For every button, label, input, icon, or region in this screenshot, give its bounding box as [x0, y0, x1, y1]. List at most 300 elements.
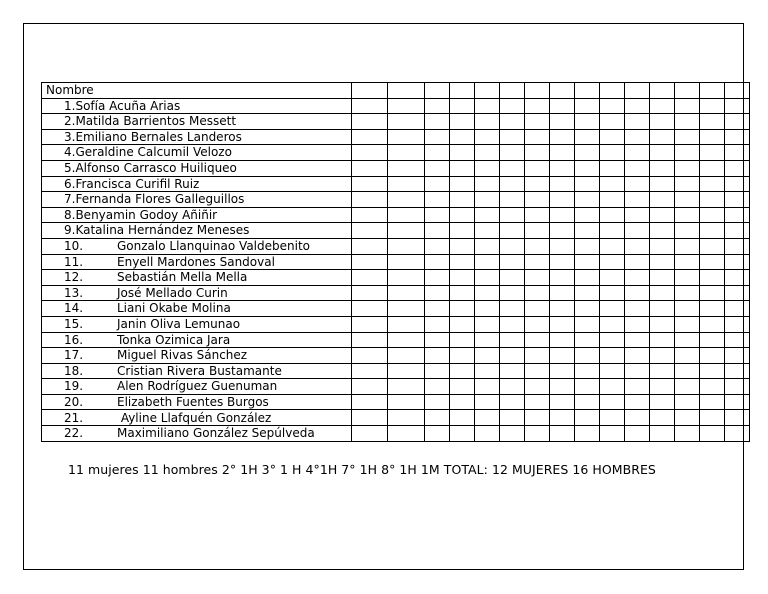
student-number: 5.: [64, 161, 76, 176]
attendance-cell: [450, 192, 475, 208]
attendance-cell: [600, 270, 625, 286]
student-number: 20.: [64, 394, 84, 409]
attendance-cell: [475, 223, 500, 239]
attendance-cell: [675, 238, 700, 254]
attendance-cell: [675, 160, 700, 176]
attendance-cell: [550, 114, 575, 130]
attendance-cell: [625, 254, 650, 270]
student-number: 8.: [64, 207, 76, 222]
attendance-cell: [675, 270, 700, 286]
attendance-cell: [600, 83, 625, 99]
attendance-cell: [650, 316, 675, 332]
attendance-cell: [725, 270, 750, 286]
table-row: [42, 363, 750, 379]
attendance-cell: [425, 254, 450, 270]
attendance-cell: [450, 316, 475, 332]
attendance-cell: [650, 176, 675, 192]
attendance-cell: [600, 129, 625, 145]
name-column-header: Nombre: [42, 83, 352, 99]
student-number: 16.: [64, 332, 84, 347]
attendance-cell: [650, 394, 675, 410]
attendance-cell: [525, 332, 550, 348]
student-number: 11.: [64, 254, 84, 269]
student-number: 9.: [64, 223, 76, 238]
student-name: Alfonso Carrasco Huiliqueo: [75, 161, 237, 176]
attendance-cell: [575, 145, 600, 161]
student-name-cell: [42, 363, 352, 379]
attendance-cell: [675, 316, 700, 332]
attendance-cell: [500, 207, 525, 223]
attendance-cell: [500, 192, 525, 208]
attendance-cell: [600, 98, 625, 114]
student-number: 15.: [64, 316, 84, 331]
attendance-cell: [700, 223, 725, 239]
attendance-cell: [525, 145, 550, 161]
attendance-cell: [625, 301, 650, 317]
student-number: 1.: [64, 98, 76, 113]
student-name-cell: [42, 207, 352, 223]
student-name: Francisca Curifil Ruiz: [75, 176, 200, 191]
student-name-cell: [42, 114, 352, 130]
attendance-cell: [625, 285, 650, 301]
attendance-cell: [388, 238, 425, 254]
attendance-cell: [352, 192, 388, 208]
student-name-cell: [42, 160, 352, 176]
attendance-cell: [625, 83, 650, 99]
attendance-cell: [450, 410, 475, 426]
attendance-cell: [475, 301, 500, 317]
table-row: [42, 114, 750, 130]
attendance-cell: [675, 98, 700, 114]
attendance-cell: [700, 316, 725, 332]
attendance-cell: [425, 114, 450, 130]
attendance-cell: [700, 254, 725, 270]
attendance-cell: [500, 332, 525, 348]
attendance-cell: [475, 129, 500, 145]
attendance-cell: [575, 114, 600, 130]
attendance-cell: [725, 285, 750, 301]
attendance-cell: [625, 192, 650, 208]
student-name: Alen Rodríguez Guenuman: [117, 379, 278, 394]
attendance-cell: [625, 270, 650, 286]
attendance-cell: [575, 316, 600, 332]
table-row: [42, 145, 750, 161]
attendance-cell: [500, 176, 525, 192]
student-name: Miguel Rivas Sánchez: [117, 348, 248, 363]
attendance-cell: [352, 379, 388, 395]
attendance-cell: [388, 285, 425, 301]
attendance-cell: [352, 238, 388, 254]
attendance-cell: [700, 98, 725, 114]
attendance-cell: [575, 176, 600, 192]
attendance-cell: [425, 332, 450, 348]
student-name: Gonzalo Llanquinao Valdebenito: [117, 238, 310, 253]
attendance-cell: [575, 160, 600, 176]
student-name: Elizabeth Fuentes Burgos: [117, 394, 269, 409]
attendance-cell: [525, 114, 550, 130]
attendance-cell: [450, 270, 475, 286]
attendance-cell: [550, 332, 575, 348]
student-number: 3.: [64, 129, 76, 144]
attendance-cell: [725, 145, 750, 161]
attendance-cell: [352, 207, 388, 223]
attendance-cell: [625, 426, 650, 442]
attendance-cell: [725, 410, 750, 426]
attendance-cell: [675, 129, 700, 145]
attendance-cell: [500, 285, 525, 301]
attendance-cell: [500, 83, 525, 99]
attendance-cell: [475, 176, 500, 192]
attendance-cell: [425, 207, 450, 223]
attendance-cell: [650, 270, 675, 286]
student-name: Emiliano Bernales Landeros: [75, 129, 242, 144]
attendance-cell: [700, 83, 725, 99]
attendance-cell: [425, 363, 450, 379]
student-name-cell: [42, 410, 352, 426]
attendance-cell: [600, 348, 625, 364]
attendance-cell: [675, 223, 700, 239]
table-row: [42, 223, 750, 239]
attendance-cell: [675, 207, 700, 223]
attendance-cell: [388, 114, 425, 130]
attendance-cell: [475, 348, 500, 364]
table-header-row: [42, 83, 750, 99]
attendance-cell: [352, 394, 388, 410]
attendance-cell: [700, 301, 725, 317]
table-row: [42, 207, 750, 223]
attendance-cell: [388, 394, 425, 410]
table-row: [42, 394, 750, 410]
table-row: [42, 192, 750, 208]
attendance-cell: [650, 410, 675, 426]
attendance-cell: [500, 254, 525, 270]
attendance-cell: [700, 114, 725, 130]
attendance-cell: [388, 270, 425, 286]
attendance-cell: [352, 301, 388, 317]
table-row: [42, 301, 750, 317]
attendance-cell: [625, 176, 650, 192]
attendance-cell: [525, 394, 550, 410]
attendance-cell: [600, 254, 625, 270]
attendance-cell: [525, 254, 550, 270]
table-row: [42, 238, 750, 254]
student-name-cell: [42, 332, 352, 348]
attendance-cell: [475, 160, 500, 176]
attendance-cell: [700, 270, 725, 286]
attendance-cell: [625, 363, 650, 379]
student-name-cell: [42, 270, 352, 286]
attendance-cell: [550, 426, 575, 442]
attendance-cell: [525, 223, 550, 239]
attendance-cell: [700, 207, 725, 223]
attendance-cell: [525, 238, 550, 254]
attendance-cell: [425, 238, 450, 254]
attendance-cell: [500, 223, 525, 239]
student-name-cell: [42, 254, 352, 270]
attendance-cell: [600, 426, 625, 442]
attendance-cell: [725, 160, 750, 176]
attendance-cell: [475, 410, 500, 426]
attendance-cell: [625, 129, 650, 145]
attendance-cell: [500, 394, 525, 410]
attendance-cell: [675, 348, 700, 364]
attendance-cell: [675, 254, 700, 270]
attendance-cell: [575, 426, 600, 442]
attendance-cell: [500, 316, 525, 332]
attendance-cell: [450, 238, 475, 254]
student-name: Ayline Llafquén González: [117, 410, 272, 425]
student-name: Fernanda Flores Galleguillos: [75, 192, 245, 207]
attendance-cell: [450, 176, 475, 192]
attendance-cell: [450, 332, 475, 348]
attendance-cell: [525, 129, 550, 145]
attendance-cell: [550, 176, 575, 192]
attendance-cell: [500, 301, 525, 317]
attendance-cell: [425, 223, 450, 239]
attendance-cell: [525, 426, 550, 442]
attendance-cell: [388, 301, 425, 317]
student-name-cell: [42, 238, 352, 254]
student-name-cell: [42, 301, 352, 317]
student-number: 22.: [64, 426, 84, 441]
attendance-cell: [725, 394, 750, 410]
attendance-cell: [352, 129, 388, 145]
attendance-cell: [425, 98, 450, 114]
attendance-cell: [525, 316, 550, 332]
attendance-cell: [650, 238, 675, 254]
attendance-cell: [700, 379, 725, 395]
attendance-cell: [725, 176, 750, 192]
attendance-cell: [700, 363, 725, 379]
student-name-cell: [42, 223, 352, 239]
attendance-cell: [352, 270, 388, 286]
attendance-cell: [625, 207, 650, 223]
student-number: 10.: [64, 238, 84, 253]
attendance-cell: [450, 223, 475, 239]
attendance-cell: [450, 348, 475, 364]
attendance-cell: [700, 394, 725, 410]
attendance-cell: [450, 145, 475, 161]
attendance-cell: [425, 410, 450, 426]
table-row: [42, 426, 750, 442]
attendance-cell: [425, 285, 450, 301]
attendance-cell: [600, 145, 625, 161]
attendance-cell: [550, 254, 575, 270]
attendance-cell: [475, 207, 500, 223]
attendance-cell: [550, 316, 575, 332]
attendance-cell: [600, 379, 625, 395]
attendance-cell: [725, 192, 750, 208]
attendance-cell: [425, 83, 450, 99]
attendance-cell: [425, 270, 450, 286]
attendance-cell: [550, 301, 575, 317]
attendance-cell: [650, 379, 675, 395]
attendance-cell: [388, 176, 425, 192]
attendance-cell: [425, 379, 450, 395]
attendance-cell: [625, 114, 650, 130]
attendance-cell: [388, 348, 425, 364]
attendance-cell: [425, 192, 450, 208]
table-row: [42, 410, 750, 426]
attendance-cell: [675, 192, 700, 208]
student-name: Cristian Rivera Bustamante: [117, 363, 282, 378]
attendance-cell: [575, 285, 600, 301]
attendance-cell: [725, 348, 750, 364]
attendance-cell: [725, 98, 750, 114]
attendance-cell: [425, 394, 450, 410]
attendance-cell: [425, 301, 450, 317]
attendance-cell: [550, 160, 575, 176]
attendance-cell: [650, 98, 675, 114]
attendance-cell: [525, 160, 550, 176]
attendance-cell: [625, 145, 650, 161]
attendance-cell: [475, 270, 500, 286]
attendance-cell: [725, 301, 750, 317]
attendance-cell: [550, 83, 575, 99]
student-roster-table: [41, 82, 750, 442]
attendance-cell: [725, 379, 750, 395]
table-row: [42, 98, 750, 114]
attendance-cell: [650, 83, 675, 99]
attendance-cell: [500, 145, 525, 161]
attendance-cell: [650, 114, 675, 130]
attendance-cell: [725, 332, 750, 348]
attendance-cell: [575, 254, 600, 270]
attendance-cell: [352, 410, 388, 426]
student-name-cell: [42, 394, 352, 410]
table-row: [42, 254, 750, 270]
attendance-cell: [500, 114, 525, 130]
attendance-cell: [388, 410, 425, 426]
attendance-cell: [675, 332, 700, 348]
attendance-cell: [425, 426, 450, 442]
attendance-cell: [625, 316, 650, 332]
attendance-cell: [550, 348, 575, 364]
attendance-cell: [352, 363, 388, 379]
attendance-cell: [550, 270, 575, 286]
attendance-cell: [475, 363, 500, 379]
attendance-cell: [600, 332, 625, 348]
attendance-cell: [675, 426, 700, 442]
attendance-cell: [388, 426, 425, 442]
student-name: Enyell Mardones Sandoval: [117, 254, 275, 269]
student-name: Geraldine Calcumil Velozo: [75, 145, 232, 160]
attendance-cell: [475, 394, 500, 410]
student-number: 7.: [64, 192, 76, 207]
attendance-cell: [525, 410, 550, 426]
attendance-cell: [550, 394, 575, 410]
student-number: 19.: [64, 379, 84, 394]
attendance-cell: [352, 114, 388, 130]
attendance-cell: [352, 176, 388, 192]
attendance-cell: [700, 238, 725, 254]
student-name: Matilda Barrientos Messett: [75, 114, 237, 129]
attendance-cell: [500, 426, 525, 442]
attendance-cell: [675, 363, 700, 379]
attendance-cell: [525, 98, 550, 114]
attendance-cell: [352, 223, 388, 239]
attendance-cell: [600, 238, 625, 254]
attendance-cell: [525, 207, 550, 223]
attendance-cell: [425, 348, 450, 364]
attendance-cell: [450, 394, 475, 410]
attendance-cell: [525, 192, 550, 208]
student-name-cell: [42, 176, 352, 192]
attendance-cell: [675, 176, 700, 192]
attendance-cell: [700, 192, 725, 208]
attendance-cell: [352, 348, 388, 364]
attendance-cell: [475, 379, 500, 395]
student-number: 14.: [64, 301, 84, 316]
attendance-cell: [575, 394, 600, 410]
attendance-cell: [575, 207, 600, 223]
attendance-cell: [388, 363, 425, 379]
attendance-cell: [450, 254, 475, 270]
attendance-cell: [700, 145, 725, 161]
student-name-cell: [42, 379, 352, 395]
attendance-cell: [600, 192, 625, 208]
attendance-cell: [725, 238, 750, 254]
attendance-cell: [725, 316, 750, 332]
attendance-cell: [352, 145, 388, 161]
student-number: 2.: [64, 114, 76, 129]
attendance-cell: [625, 160, 650, 176]
attendance-cell: [700, 426, 725, 442]
attendance-cell: [600, 316, 625, 332]
attendance-cell: [450, 160, 475, 176]
attendance-cell: [625, 394, 650, 410]
attendance-cell: [450, 207, 475, 223]
attendance-cell: [575, 301, 600, 317]
table-row: [42, 129, 750, 145]
student-name: Sebastián Mella Mella: [117, 270, 248, 285]
student-name-cell: [42, 98, 352, 114]
attendance-cell: [650, 207, 675, 223]
attendance-cell: [550, 223, 575, 239]
attendance-cell: [388, 83, 425, 99]
attendance-cell: [550, 379, 575, 395]
attendance-cell: [425, 129, 450, 145]
attendance-cell: [500, 270, 525, 286]
attendance-cell: [450, 83, 475, 99]
attendance-cell: [650, 301, 675, 317]
student-name: Sofía Acuña Arias: [75, 98, 181, 113]
attendance-cell: [388, 332, 425, 348]
attendance-cell: [525, 176, 550, 192]
student-number: 18.: [64, 363, 84, 378]
student-number: 17.: [64, 348, 84, 363]
attendance-cell: [600, 410, 625, 426]
attendance-cell: [388, 192, 425, 208]
student-name: Liani Okabe Molina: [117, 301, 231, 316]
attendance-cell: [475, 114, 500, 130]
attendance-cell: [700, 332, 725, 348]
attendance-cell: [525, 363, 550, 379]
table-row: [42, 348, 750, 364]
attendance-cell: [625, 223, 650, 239]
attendance-cell: [352, 160, 388, 176]
attendance-cell: [700, 348, 725, 364]
table-row: [42, 285, 750, 301]
student-number: 21.: [64, 410, 84, 425]
attendance-cell: [575, 83, 600, 99]
attendance-cell: [575, 223, 600, 239]
attendance-cell: [352, 98, 388, 114]
attendance-cell: [475, 83, 500, 99]
attendance-cell: [700, 129, 725, 145]
attendance-cell: [725, 129, 750, 145]
attendance-cell: [525, 379, 550, 395]
